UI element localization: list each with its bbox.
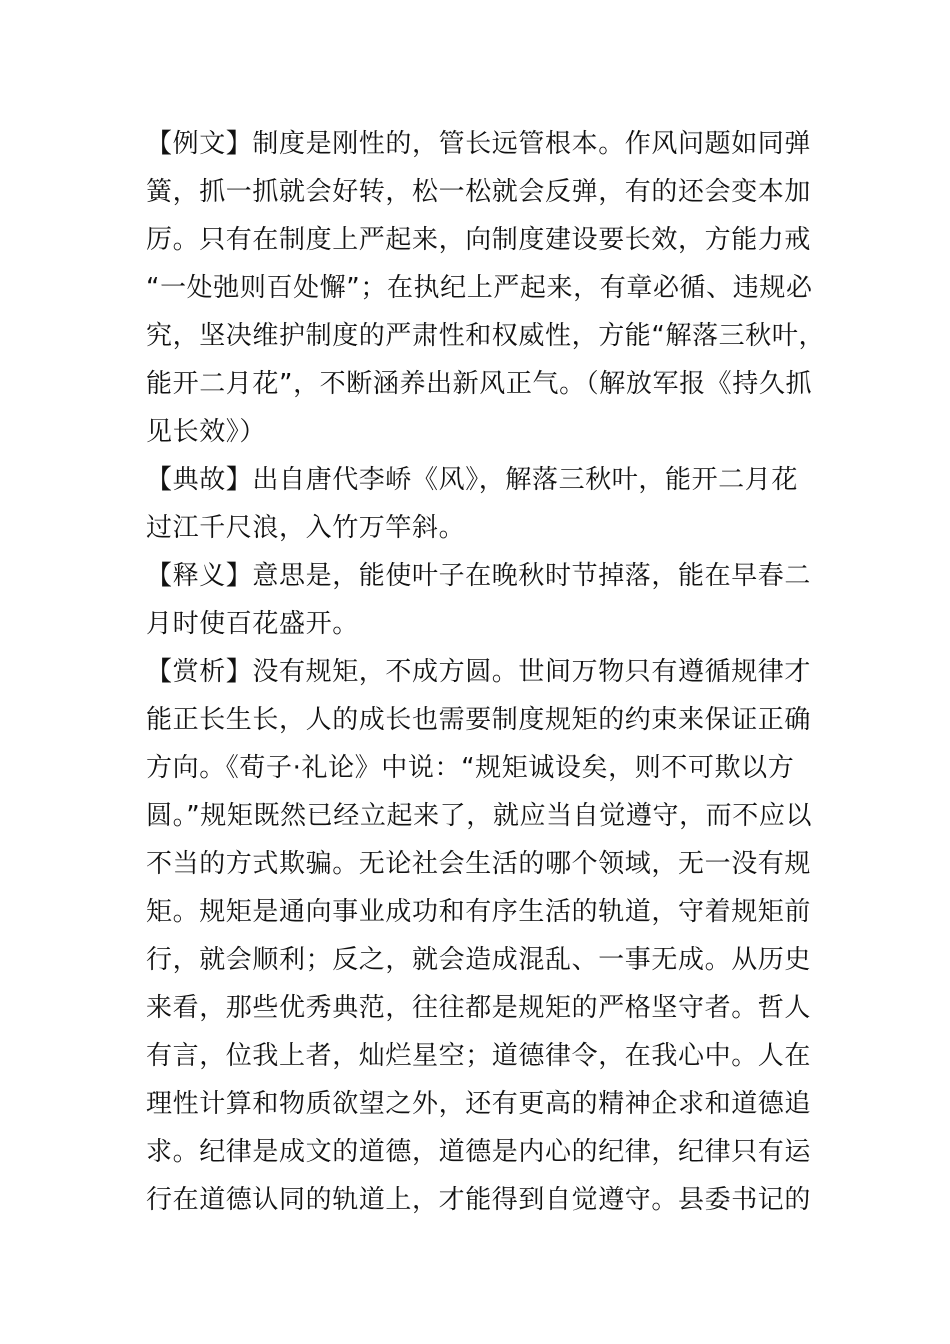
text-line: “一处弛则百处懈”；在执纪上严起来，有章必循、违规必 [146, 273, 813, 303]
text-line: 过江千尺浪，入竹万竿斜。 [146, 513, 466, 543]
text-line: 理性计算和物质欲望之外，还有更高的精神企求和道德追 [146, 1089, 812, 1119]
text-line: 求。纪律是成文的道德，道德是内心的纪律，纪律只有运 [146, 1137, 812, 1167]
text-line: 究，坚决维护制度的严肃性和权威性，方能“解落三秋叶， [146, 321, 826, 351]
text-line: 有言，位我上者，灿烂星空；道德律令，在我心中。人在 [146, 1041, 812, 1071]
text-line: 圆。”规矩既然已经立起来了，就应当自觉遵守，而不应以 [146, 801, 813, 831]
text-line: 能正长生长，人的成长也需要制度规矩的约束来保证正确 [146, 705, 812, 735]
text-line: 行，就会顺利；反之，就会造成混乱、一事无成。从历史 [146, 945, 812, 975]
text-line: 【典故】出自唐代李峤《风》，解落三秋叶，能开二月花 [146, 465, 799, 495]
text-line: 月时使百花盛开。 [146, 609, 359, 639]
text-line: 【赏析】没有规矩，不成方圆。世间万物只有遵循规律才 [146, 657, 812, 687]
text-line: 【例文】制度是刚性的，管长远管根本。作风问题如同弹 [146, 129, 812, 159]
text-line: 来看，那些优秀典范，往往都是规矩的严格坚守者。哲人 [146, 993, 812, 1023]
text-line: 行在道德认同的轨道上，才能得到自觉遵守。县委书记的 [146, 1185, 812, 1215]
text-line: 【释义】意思是，能使叶子在晚秋时节掉落，能在早春二 [146, 561, 812, 591]
text-line: 簧，抓一抓就会好转，松一松就会反弹，有的还会变本加 [146, 177, 812, 207]
text-line: 能开二月花”，不断涵养出新风正气。（解放军报《持久抓 [146, 369, 813, 399]
text-line: 矩。规矩是通向事业成功和有序生活的轨道，守着规矩前 [146, 897, 812, 927]
document-body [146, 120, 826, 1224]
text-line: 见长效》） [146, 417, 267, 447]
text-line: 不当的方式欺骗。无论社会生活的哪个领域，无一没有规 [146, 849, 812, 879]
text-line: 厉。只有在制度上严起来，向制度建设要长效，方能力戒 [146, 225, 812, 255]
text-line: 方向。《荀子·礼论》中说：“规矩诚设矣，则不可欺以方 [146, 753, 795, 783]
